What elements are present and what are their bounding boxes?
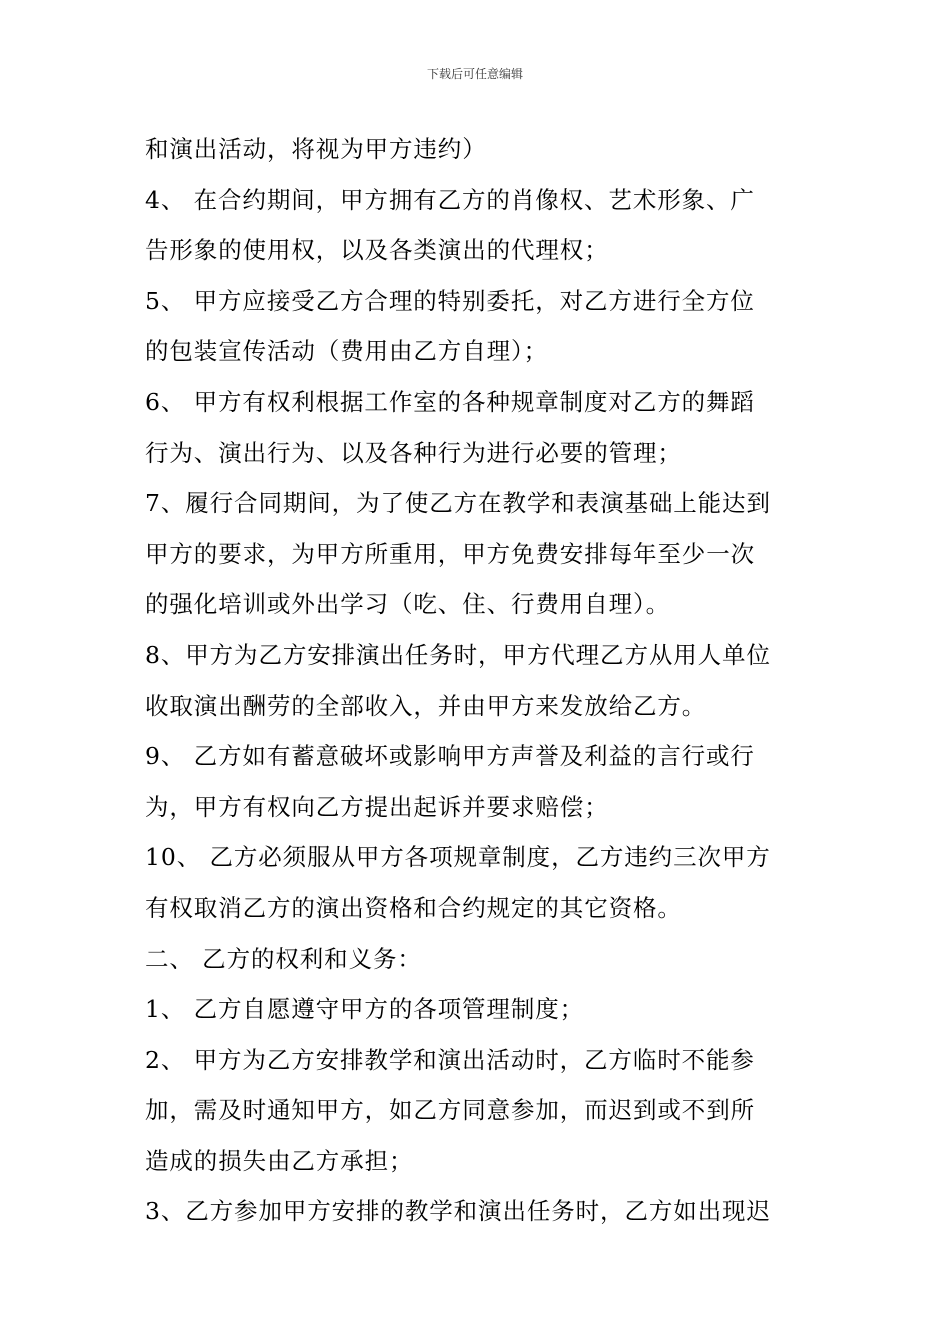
text-line: 9、 乙方如有蓄意破坏或影响甲方声誉及利益的言行或行 <box>145 742 755 771</box>
text-line: 甲方的要求，为甲方所重用，甲方免费安排每年至少一次 <box>145 539 755 568</box>
text-line: 和演出活动，将视为甲方违约） <box>145 135 487 163</box>
document-body <box>145 124 810 1237</box>
text-line: 加，需及时通知甲方，如乙方同意参加，而迟到或不到所 <box>145 1096 755 1125</box>
text-line: 5、 甲方应接受乙方合理的特别委托，对乙方进行全方位 <box>145 286 755 315</box>
text-line: 8、甲方为乙方安排演出任务时，甲方代理乙方从用人单位 <box>145 640 771 669</box>
text-line: 3、乙方参加甲方安排的教学和演出任务时，乙方如出现迟 <box>145 1197 771 1226</box>
text-line: 10、 乙方必须服从甲方各项规章制度，乙方违约三次甲方 <box>145 843 771 872</box>
text-line: 7、履行合同期间，为了使乙方在教学和表演基础上能达到 <box>145 489 771 518</box>
text-line: 为，甲方有权向乙方提出起诉并要求赔偿； <box>145 792 609 821</box>
page-header: 下载后可任意编辑 <box>426 67 523 81</box>
text-line: 有权取消乙方的演出资格和合约规定的其它资格。 <box>145 893 682 922</box>
text-line: 2、 甲方为乙方安排教学和演出活动时，乙方临时不能参 <box>145 1045 755 1074</box>
text-line: 告形象的使用权，以及各类演出的代理权； <box>145 236 609 265</box>
text-line: 6、 甲方有权利根据工作室的各种规章制度对乙方的舞蹈 <box>145 387 755 416</box>
section-heading: 二、 乙方的权利和义务： <box>145 944 422 973</box>
text-line: 1、 乙方自愿遵守甲方的各项管理制度； <box>145 995 585 1024</box>
text-line: 4、 在合约期间，甲方拥有乙方的肖像权、艺术形象、广 <box>145 185 755 214</box>
text-line: 造成的损失由乙方承担； <box>145 1146 414 1175</box>
text-line: 的强化培训或外出学习（吃、住、行费用自理）。 <box>145 590 671 619</box>
text-line: 收取演出酬劳的全部收入，并由甲方来发放给乙方。 <box>145 691 707 720</box>
text-line: 行为、演出行为、以及各种行为进行必要的管理； <box>145 438 682 467</box>
text-line: 的包装宣传活动（费用由乙方自理）； <box>145 337 549 366</box>
